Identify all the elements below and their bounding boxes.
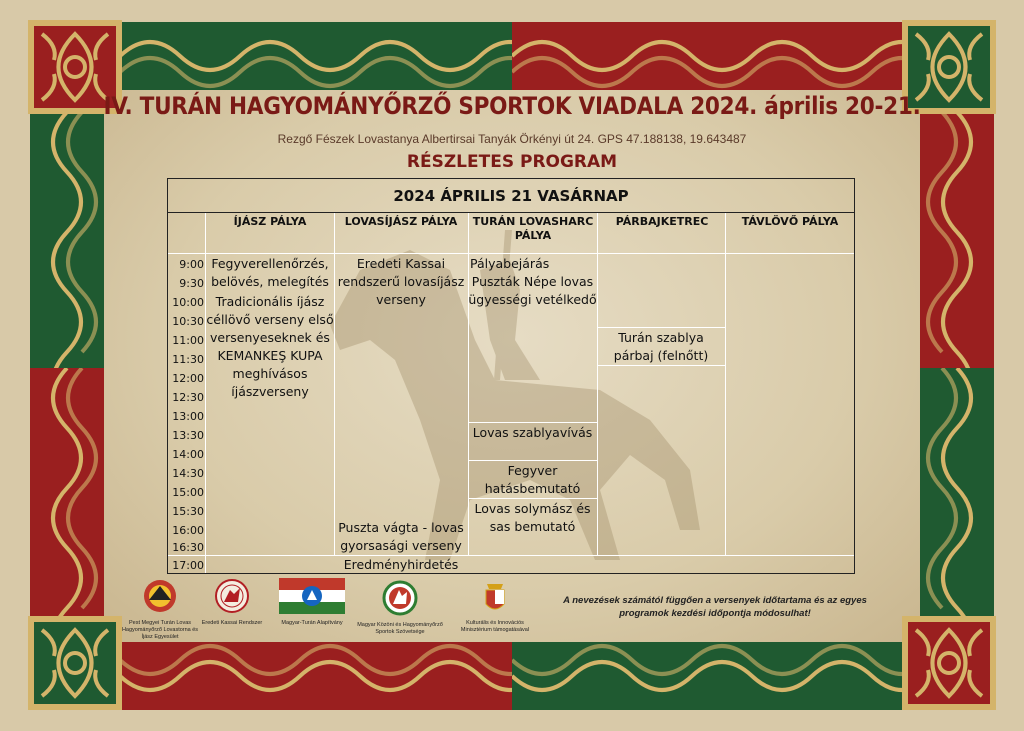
event-ijasz-warmup: Fegyverellenőrzés, belövés, melegítés [211, 256, 329, 289]
ornament-band-left-top [30, 112, 104, 368]
magyar-turan-foundation-logo-icon [279, 578, 345, 614]
logo-label: Magyar Közöni és Hagyományőrző Sportok Szövetsége [357, 622, 443, 635]
time-label: 12:30 [172, 391, 204, 404]
time-label: 15:00 [172, 486, 204, 499]
time-label: 16:30 [172, 541, 204, 554]
venue-address: Rezgő Fészek Lovastanya Albertirsai Tanyák Örkényi út 24. GPS 47.188138, 19.643487 [277, 132, 747, 146]
program-heading: RÉSZLETES PROGRAM [406, 152, 618, 172]
hungarian-coat-of-arms-icon [484, 582, 506, 614]
event-course-walk: Pályabejárás [470, 256, 550, 271]
column-header-tavlovo: TÁVLÖVŐ PÁLYA [741, 215, 839, 228]
time-label: 11:00 [172, 334, 204, 347]
time-label: 14:30 [172, 467, 204, 480]
ornament-corner-bottom-left [28, 616, 122, 710]
time-label: 11:30 [172, 353, 204, 366]
time-label: 9:00 [179, 258, 204, 271]
time-label: 16:00 [172, 524, 204, 537]
ornament-band-left-bottom [30, 368, 104, 624]
column-header-parbajketrec: PÁRBAJKETREC [615, 215, 709, 228]
turan-association-logo-icon [140, 578, 180, 614]
time-label: 10:30 [172, 315, 204, 328]
time-label: 15:30 [172, 505, 204, 518]
time-label: 13:30 [172, 429, 204, 442]
logo-label: Eredeti Kassai Rendszer [201, 620, 263, 626]
time-label: 10:00 [172, 296, 204, 309]
column-header-ijasz: ÍJÁSZ PÁLYA [233, 215, 307, 228]
event-puszta-nepe-contest: Puszták Népe lovas ügyességi vetélkedő [468, 274, 597, 307]
ornament-band-top-right [512, 22, 904, 90]
grid-line [597, 365, 725, 366]
event-mounted-sabre-fencing: Lovas szablyavívás [472, 425, 593, 440]
ornament-band-bottom-right [512, 642, 904, 710]
event-ijasz-target-shooting: Tradicionális íjász céllövő verseny első versenyeseknek és [206, 294, 334, 345]
schedule-table [167, 178, 855, 574]
grid-line [725, 213, 726, 555]
schedule-day-heading: 2024 ÁPRILIS 21 VASÁRNAP [168, 179, 854, 213]
ornament-band-top-left [120, 22, 512, 90]
event-ijasz-invitational: meghívásos íjászverseny [231, 366, 309, 399]
column-header-turan: TURÁN LOVASHARC PÁLYA [472, 215, 594, 242]
grid-line [468, 498, 597, 499]
time-label: 9:30 [179, 277, 204, 290]
column-header-lovasijasz: LOVASÍJÁSZ PÁLYA [344, 215, 458, 228]
time-label: 12:00 [172, 372, 204, 385]
event-award-ceremony: Eredményhirdetés [343, 557, 459, 572]
grid-line [468, 422, 597, 423]
event-title: IV. TURÁN HAGYOMÁNYŐRZŐ SPORTOK VIADALA 2024. április 20-21. [103, 92, 921, 120]
logo-label: Kulturális és Innovációs Minisztérium támogatásával [460, 620, 530, 633]
logo-federation [350, 580, 450, 636]
logo-label: Magyar-Turán Alapítvány [281, 620, 343, 626]
event-ijasz-kemankes-cup: KEMANKEŞ KUPA [217, 348, 323, 363]
logo-turan-association [120, 578, 200, 641]
event-kassai-horseback-archery: Eredeti Kassai rendszerű lovasíjász verseny [337, 256, 465, 307]
federation-logo-icon [382, 580, 418, 616]
grid-line [168, 555, 854, 556]
event-falconry-demo: Lovas solymász és sas bemutató [474, 501, 591, 534]
ornament-band-right-top [920, 112, 994, 368]
time-label: 14:00 [172, 448, 204, 461]
event-puszta-vagta: Puszta vágta - lovas gyorsasági verseny [338, 520, 464, 553]
grid-line [168, 253, 854, 254]
logo-kassai-system [192, 578, 272, 627]
logo-label: Pest Megyei Turán Lovas Hagyományőrző Lovastorna és Íjász Egyesület [121, 620, 199, 640]
logo-ministry [450, 582, 540, 634]
event-sabre-duel: Turán szablya párbaj (felnőtt) [613, 330, 709, 363]
event-weapon-demo: Fegyver hatásbemutató [484, 463, 581, 496]
time-label: 17:00 [172, 559, 204, 572]
grid-line [468, 460, 597, 461]
ornament-band-right-bottom [920, 368, 994, 624]
kassai-system-logo-icon [212, 578, 252, 614]
schedule-change-notice: A nevezések számától függően a versenyek időtartama és az egyes programok kezdési időpontja módosulhat! [563, 595, 867, 619]
logo-magyar-turan-foundation [272, 578, 352, 627]
time-label: 13:00 [172, 410, 204, 423]
grid-line [597, 327, 725, 328]
ornament-band-bottom-left [120, 642, 512, 710]
ornament-corner-bottom-right [902, 616, 996, 710]
